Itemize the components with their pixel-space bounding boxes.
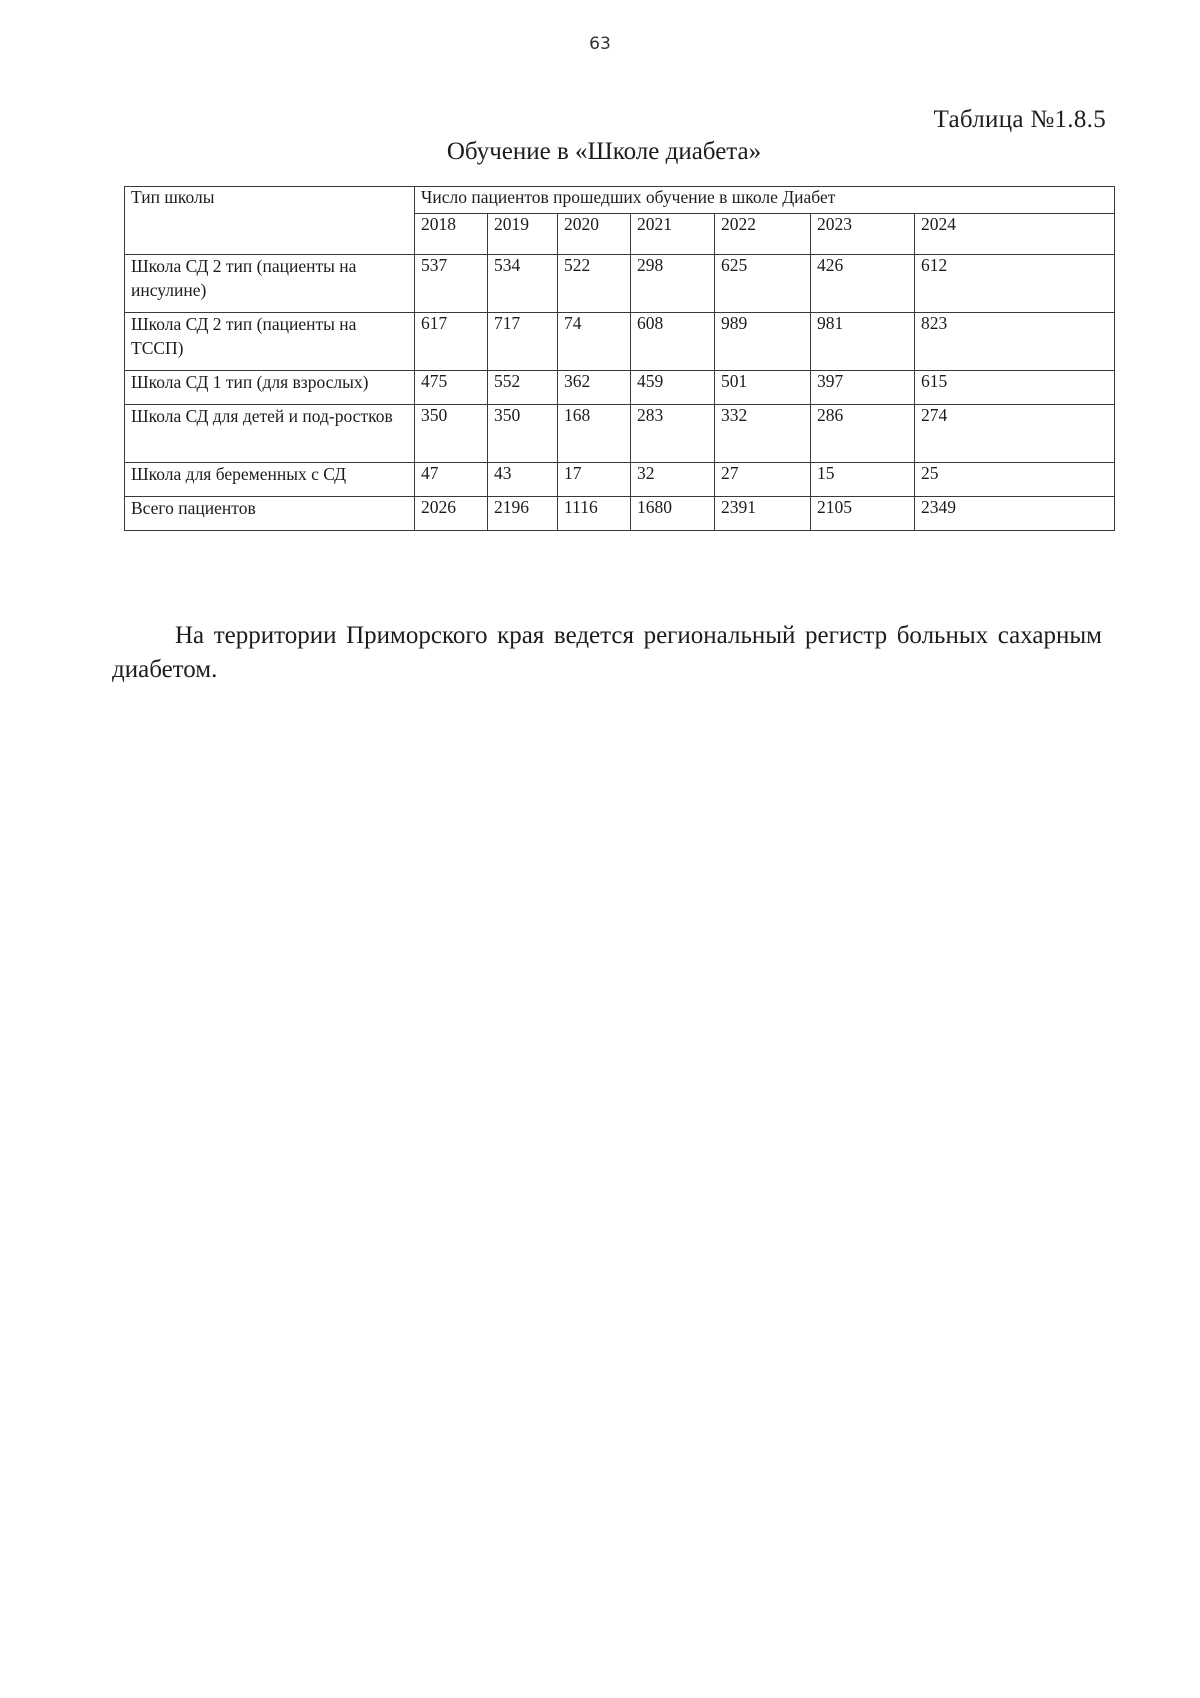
table-title: Обучение в «Школе диабета» xyxy=(446,138,762,165)
table-cell: 475 xyxy=(415,371,488,405)
row-label: Школа СД 2 тип (пациенты на инсулине) xyxy=(125,255,415,313)
table-row xyxy=(125,405,1115,463)
total-cell: 2349 xyxy=(915,497,1115,531)
table-cell: 283 xyxy=(631,405,715,463)
table-cell: 501 xyxy=(715,371,811,405)
row-label: Школа СД 2 тип (пациенты на ТССП) xyxy=(125,313,415,371)
table-cell: 981 xyxy=(811,313,915,371)
total-cell: 2105 xyxy=(811,497,915,531)
table-row xyxy=(125,255,1115,313)
table-cell: 47 xyxy=(415,463,488,497)
table-cell: 43 xyxy=(488,463,558,497)
table-cell: 717 xyxy=(488,313,558,371)
total-cell: 1680 xyxy=(631,497,715,531)
table-header-row xyxy=(125,187,1115,214)
year-header: 2021 xyxy=(631,214,715,255)
table-cell: 25 xyxy=(915,463,1115,497)
row-label: Школа СД для детей и под-ростков xyxy=(125,405,415,463)
table-row xyxy=(125,313,1115,371)
table-cell: 522 xyxy=(558,255,631,313)
table-cell: 274 xyxy=(915,405,1115,463)
total-cell: 2196 xyxy=(488,497,558,531)
table-cell: 350 xyxy=(488,405,558,463)
table-cell: 332 xyxy=(715,405,811,463)
body-paragraph: На территории Приморского края ведется региональный регистр больных сахарным диабетом. xyxy=(112,622,1102,684)
table-cell: 17 xyxy=(558,463,631,497)
total-cell: 2391 xyxy=(715,497,811,531)
year-header: 2023 xyxy=(811,214,915,255)
page-number: 63 xyxy=(589,34,611,54)
total-cell: 2026 xyxy=(415,497,488,531)
table-cell: 397 xyxy=(811,371,915,405)
table-number: Таблица №1.8.5 xyxy=(933,106,1106,133)
total-row xyxy=(125,497,1115,531)
school-type-header: Тип школы xyxy=(125,187,415,255)
table-row xyxy=(125,371,1115,405)
table-cell: 286 xyxy=(811,405,915,463)
table-cell: 617 xyxy=(415,313,488,371)
year-header: 2024 xyxy=(915,214,1115,255)
year-header: 2018 xyxy=(415,214,488,255)
row-label: Школа СД 1 тип (для взрослых) xyxy=(125,371,415,405)
table-cell: 534 xyxy=(488,255,558,313)
row-label: Школа для беременных с СД xyxy=(125,463,415,497)
table-cell: 625 xyxy=(715,255,811,313)
table-cell: 15 xyxy=(811,463,915,497)
table-cell: 989 xyxy=(715,313,811,371)
table-row xyxy=(125,463,1115,497)
table-cell: 298 xyxy=(631,255,715,313)
patients-count-header: Число пациентов прошедших обучение в школе Диабет xyxy=(415,187,1115,214)
year-header: 2019 xyxy=(488,214,558,255)
table-cell: 27 xyxy=(715,463,811,497)
total-cell: 1116 xyxy=(558,497,631,531)
table-cell: 608 xyxy=(631,313,715,371)
table-cell: 552 xyxy=(488,371,558,405)
year-header: 2020 xyxy=(558,214,631,255)
year-header: 2022 xyxy=(715,214,811,255)
table-cell: 32 xyxy=(631,463,715,497)
table-cell: 823 xyxy=(915,313,1115,371)
table-cell: 615 xyxy=(915,371,1115,405)
table-cell: 74 xyxy=(558,313,631,371)
diabetes-school-table xyxy=(124,186,1115,531)
table-cell: 612 xyxy=(915,255,1115,313)
table-cell: 537 xyxy=(415,255,488,313)
table-cell: 459 xyxy=(631,371,715,405)
table-cell: 362 xyxy=(558,371,631,405)
table-cell: 168 xyxy=(558,405,631,463)
table-cell: 350 xyxy=(415,405,488,463)
total-label: Всего пациентов xyxy=(125,497,415,531)
table-cell: 426 xyxy=(811,255,915,313)
